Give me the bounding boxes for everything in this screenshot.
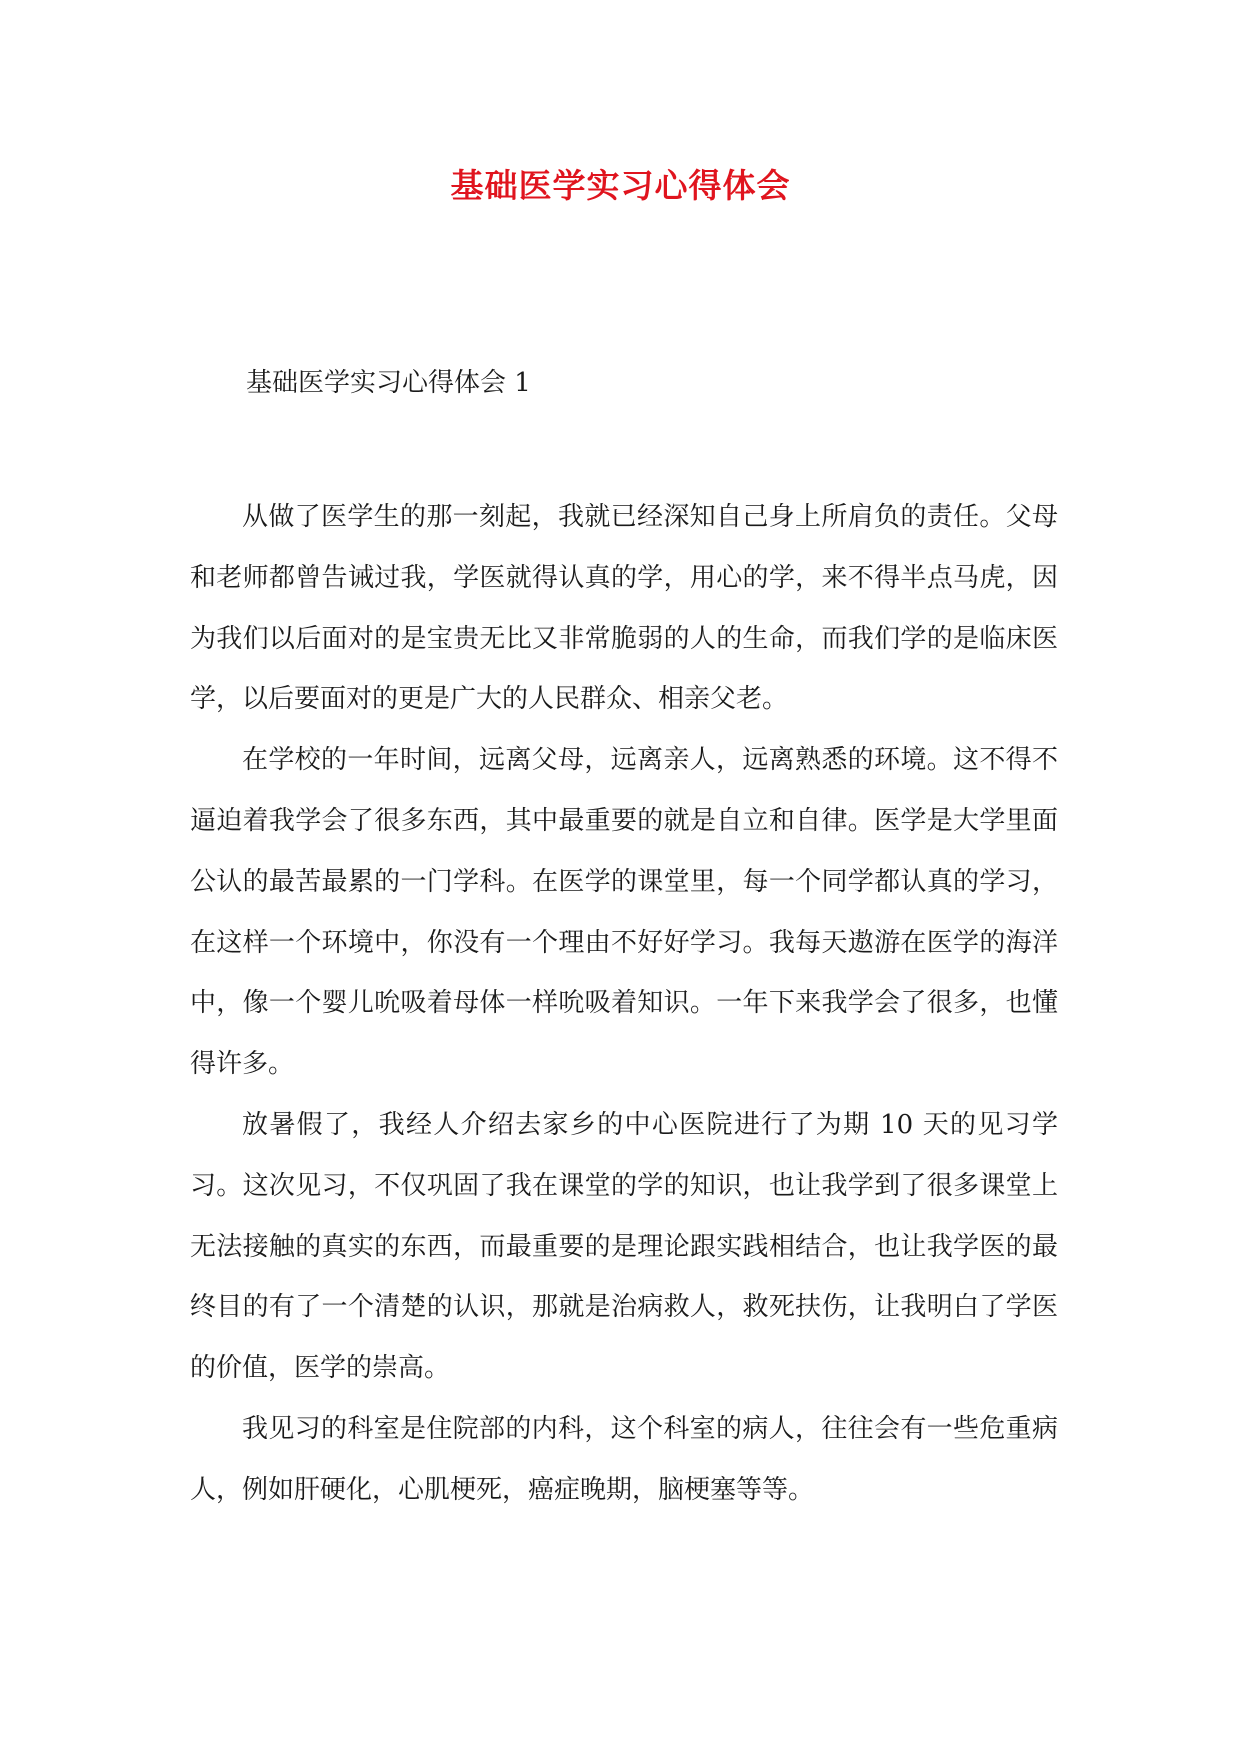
document-title: 基础医学实习心得体会	[450, 166, 791, 205]
document-body	[190, 487, 1058, 1521]
paragraph: 在学校的一年时间，远离父母，远离亲人，远离熟悉的环境。这不得不逼迫着我学会了很多东西，其中最重要的就是自立和自律。医学是大学里面公认的最苦最累的一门学科。在医学的课堂里，每一个同学都认真的学习，在这样一个环境中，你没有一个理由不好好学习。我每天遨游在医学的海洋中，像一个婴儿吮吸着母体一样吮吸着知识。一年下来我学会了很多，也懂得许多。	[190, 745, 1058, 1080]
paragraph: 我见习的科室是住院部的内科，这个科室的病人，往往会有一些危重病人，例如肝硬化，心肌梗死，癌症晚期，脑梗塞等等。	[190, 1413, 1058, 1505]
paragraph: 放暑假了，我经人介绍去家乡的中心医院进行了为期 10 天的见习学习。这次见习，不仅巩固了我在课堂的学的知识，也让我学到了很多课堂上无法接触的真实的东西，而最重要的是理论跟实践相结合，也让我学医的最终目的有了一个清楚的认识，那就是治病救人，救死扶伤，让我明白了学医的价值，医学的崇高。	[190, 1109, 1058, 1384]
section-heading: 基础医学实习心得体会 1	[246, 368, 531, 398]
paragraph: 从做了医学生的那一刻起，我就已经深知自己身上所肩负的责任。父母和老师都曾告诫过我，学医就得认真的学，用心的学，来不得半点马虎，因为我们以后面对的是宝贵无比又非常脆弱的人的生命，而我们学的是临床医学，以后要面对的更是广大的人民群众、相亲父老。	[190, 502, 1058, 715]
